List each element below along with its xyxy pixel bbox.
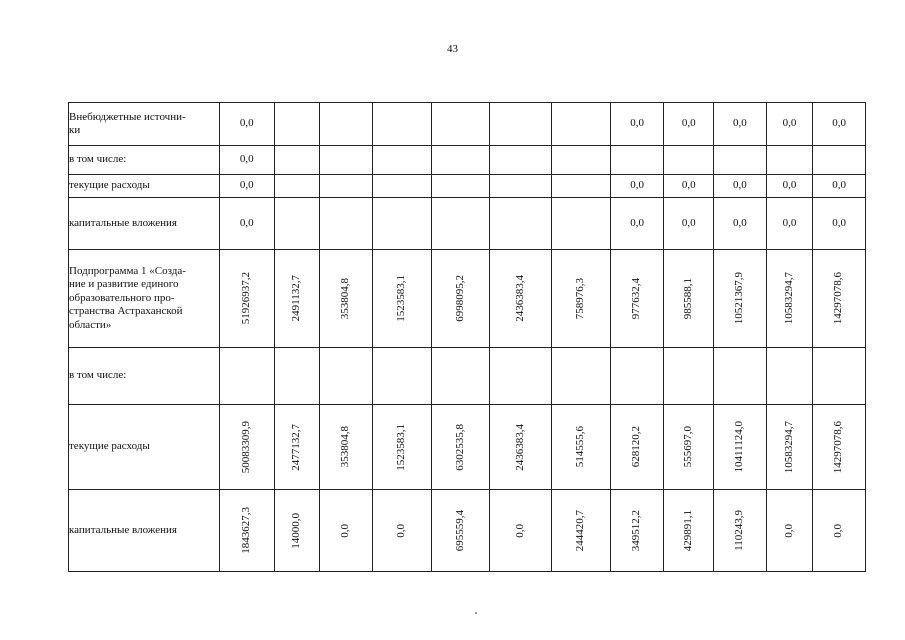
value-text: 0,0 (732, 216, 747, 229)
value-cell (766, 348, 813, 405)
value-text: 0,0 (630, 117, 644, 130)
value-text: 2436383,4 (513, 275, 526, 322)
value-cell (372, 175, 431, 198)
value-text: 0,0 (239, 153, 254, 166)
value-cell (714, 348, 767, 405)
value-cell (813, 198, 866, 250)
value-cell (274, 490, 320, 572)
value-cell (766, 405, 813, 490)
value-cell (372, 348, 431, 405)
value-cell (320, 250, 373, 348)
value-text: 10583294,7 (782, 420, 795, 474)
value-cell (552, 175, 611, 198)
row-label (69, 405, 220, 490)
value-text: 51926937,2 (239, 272, 252, 325)
value-text: 353804,8 (339, 426, 352, 468)
row-label-line: странства Астраханской (69, 305, 183, 318)
value-cell (490, 103, 552, 146)
value-cell (610, 348, 664, 405)
value-text: 50083309,9 (239, 420, 252, 474)
value-cell (431, 198, 490, 250)
value-cell (714, 250, 767, 348)
value-cell (490, 490, 552, 572)
value-cell (431, 405, 490, 490)
value-cell (664, 103, 714, 146)
value-cell (714, 405, 767, 490)
value-cell (766, 490, 813, 572)
value-text: 0,0 (832, 523, 845, 538)
value-cell (274, 198, 320, 250)
value-cell (766, 146, 813, 175)
value-cell (664, 490, 714, 572)
value-cell (610, 405, 664, 490)
table-row (69, 490, 866, 572)
value-cell (552, 405, 611, 490)
value-text: 0,0 (513, 523, 526, 538)
value-text: 6998095,2 (453, 275, 466, 322)
value-text: 10583294,7 (782, 272, 795, 325)
value-cell (219, 175, 274, 198)
value-cell (766, 250, 813, 348)
value-text: 2436383,4 (513, 423, 526, 471)
row-label-line: капитальные вложения (69, 523, 177, 536)
value-cell (372, 103, 431, 146)
value-cell (714, 198, 767, 250)
value-text: 628120,2 (630, 426, 643, 468)
value-cell (664, 405, 714, 490)
value-cell (813, 250, 866, 348)
value-text: 429891,1 (681, 509, 694, 552)
value-cell (274, 348, 320, 405)
value-text: 977632,4 (630, 277, 643, 320)
table-row (69, 103, 866, 146)
value-cell (320, 175, 373, 198)
value-cell (372, 490, 431, 572)
value-text: 0,0 (339, 523, 352, 538)
value-text: 0,0 (782, 117, 797, 130)
row-label-line: текущие расходы (69, 440, 150, 453)
value-text: 0,0 (732, 179, 747, 192)
value-text: 985588,1 (681, 277, 694, 320)
value-text: 2477132,7 (290, 423, 303, 471)
value-cell (320, 348, 373, 405)
row-label-line: Внебюджетные источни- (69, 110, 186, 123)
value-text: 0,0 (681, 179, 696, 192)
value-text: 0,0 (239, 117, 254, 130)
value-cell (552, 348, 611, 405)
table-row (69, 198, 866, 250)
row-label-line: Подпрограмма 1 «Созда- (69, 264, 186, 277)
value-text: 0,0 (782, 216, 797, 229)
value-cell (372, 198, 431, 250)
value-cell (219, 348, 274, 405)
value-cell (490, 250, 552, 348)
value-cell (813, 175, 866, 198)
row-label-line: в том числе: (69, 153, 127, 166)
value-cell (664, 175, 714, 198)
value-cell (610, 250, 664, 348)
value-cell (610, 175, 664, 198)
value-text: 0,0 (394, 523, 407, 538)
value-cell (372, 250, 431, 348)
value-text: 0,0 (239, 179, 254, 192)
value-cell (664, 146, 714, 175)
table-row (69, 348, 866, 405)
value-text: 10411124,0 (733, 421, 746, 473)
row-label-line: ки (69, 124, 81, 136)
value-text: 0,0 (681, 216, 696, 229)
value-cell (219, 198, 274, 250)
value-text: 0,0 (630, 179, 644, 192)
value-cell (274, 146, 320, 175)
value-cell (320, 490, 373, 572)
value-cell (219, 146, 274, 175)
value-text: 14297078,6 (832, 420, 845, 474)
budget-table (68, 102, 866, 572)
value-text: 0,0 (832, 179, 846, 192)
value-cell (431, 175, 490, 198)
value-cell (610, 198, 664, 250)
value-cell (813, 490, 866, 572)
value-cell (490, 198, 552, 250)
value-cell (274, 250, 320, 348)
value-cell (766, 175, 813, 198)
value-text: 1523583,1 (394, 275, 407, 322)
value-cell (813, 103, 866, 146)
value-cell (490, 405, 552, 490)
value-cell (431, 146, 490, 175)
row-label-line: области» (69, 318, 112, 331)
value-cell (610, 146, 664, 175)
value-cell (664, 250, 714, 348)
value-cell (490, 146, 552, 175)
value-text: 349512,2 (630, 509, 643, 552)
page-number: 43 (447, 43, 458, 55)
value-cell (372, 146, 431, 175)
table-row (69, 146, 866, 175)
value-cell (766, 198, 813, 250)
value-cell (664, 198, 714, 250)
row-label (69, 348, 220, 405)
value-cell (610, 103, 664, 146)
value-text: 6302535,8 (453, 423, 466, 471)
value-text: 14297078,6 (832, 272, 845, 325)
value-cell (274, 405, 320, 490)
value-cell (552, 198, 611, 250)
value-text: 1843627,3 (239, 507, 252, 554)
row-label (69, 490, 220, 572)
value-cell (813, 146, 866, 175)
table-row (69, 175, 866, 198)
value-text: 758976,3 (574, 277, 587, 320)
stray-mark (475, 612, 477, 614)
value-cell (320, 405, 373, 490)
value-cell (813, 405, 866, 490)
value-text: 0,0 (681, 117, 696, 130)
row-label (69, 198, 220, 250)
row-label (69, 146, 220, 175)
value-cell (320, 198, 373, 250)
value-cell (714, 146, 767, 175)
value-text: 555697,0 (681, 426, 694, 468)
value-text: 353804,8 (339, 277, 352, 320)
row-label-line: образовательного про- (69, 291, 175, 304)
row-label-line: капитальные вложения (69, 216, 177, 229)
table-row (69, 405, 866, 490)
table-row (69, 250, 866, 348)
value-text: 695559,4 (453, 509, 466, 552)
value-cell (490, 175, 552, 198)
value-text: 0,0 (630, 216, 644, 229)
value-cell (219, 405, 274, 490)
value-text: 0,0 (782, 523, 795, 538)
value-cell (552, 103, 611, 146)
value-cell (219, 490, 274, 572)
value-cell (219, 250, 274, 348)
value-cell (274, 175, 320, 198)
value-text: 0,0 (832, 216, 846, 229)
value-text: 0,0 (782, 179, 797, 192)
value-text: 10521367,9 (733, 272, 746, 325)
value-cell (219, 103, 274, 146)
row-label-line: текущие расходы (69, 179, 150, 192)
value-cell (664, 348, 714, 405)
value-cell (552, 490, 611, 572)
value-cell (431, 348, 490, 405)
value-cell (714, 175, 767, 198)
row-label (69, 175, 220, 198)
value-cell (714, 103, 767, 146)
value-cell (714, 490, 767, 572)
value-cell (372, 405, 431, 490)
value-text: 0,0 (239, 216, 254, 229)
value-text: 2491132,7 (290, 275, 303, 322)
row-label (69, 250, 220, 348)
value-text: 0,0 (832, 117, 846, 130)
value-cell (490, 348, 552, 405)
value-cell (431, 103, 490, 146)
value-cell (766, 103, 813, 146)
value-text: 110243,9 (733, 510, 746, 551)
value-cell (552, 250, 611, 348)
value-cell (320, 103, 373, 146)
row-label-line: в том числе: (69, 369, 127, 382)
value-cell (552, 146, 611, 175)
value-cell (610, 490, 664, 572)
value-text: 514555,6 (574, 426, 587, 468)
row-label-line: ние и развитие единого (69, 278, 179, 291)
value-text: 244420,7 (574, 509, 587, 552)
row-label (69, 103, 220, 146)
value-cell (431, 250, 490, 348)
value-text: 1523583,1 (394, 423, 407, 471)
value-cell (320, 146, 373, 175)
value-cell (274, 103, 320, 146)
value-text: 14000,0 (290, 512, 303, 549)
value-text: 0,0 (732, 117, 747, 130)
value-cell (813, 348, 866, 405)
value-cell (431, 490, 490, 572)
